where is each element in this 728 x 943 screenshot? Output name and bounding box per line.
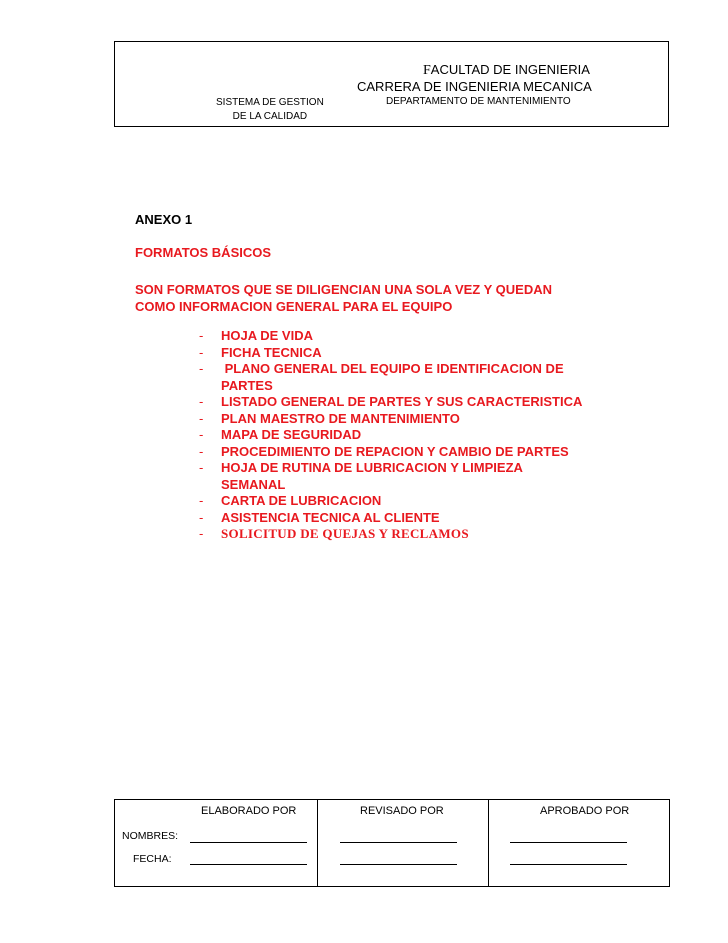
prepared-by-header: ELABORADO POR xyxy=(201,805,297,817)
approval-table xyxy=(114,799,670,887)
list-item: - PROCEDIMIENTO DE REPACION Y CAMBIO DE PARTES xyxy=(199,443,569,459)
approved-by-name-line[interactable] xyxy=(510,842,627,843)
approved-by-cell xyxy=(489,800,670,887)
list-item: - CARTA DE LUBRICACION xyxy=(199,493,382,508)
intro-paragraph: SON FORMATOS QUE SE DILIGENCIAN UNA SOLA VEZ Y QUEDAN COMO INFORMACION GENERAL PARA EL EQUIPO xyxy=(135,282,553,314)
quality-system-label: SISTEMA DE GESTION DE LA CALIDAD xyxy=(216,97,324,122)
list-item: - HOJA DE RUTINA DE LUBRICACION Y LIMPIEZA xyxy=(199,460,523,475)
list-item: - MAPA DE SEGURIDAD xyxy=(199,427,362,442)
annex-title: ANEXO 1 xyxy=(135,212,193,227)
names-label: NOMBRES: xyxy=(122,830,179,842)
approved-by-header: APROBADO POR xyxy=(540,805,630,817)
reviewed-by-header: REVISADO POR xyxy=(360,805,444,817)
reviewed-by-date-line[interactable] xyxy=(340,864,457,865)
list-item: - FICHA TECNICA xyxy=(199,344,322,360)
prepared-by-date-line[interactable] xyxy=(190,864,307,865)
list-item-continuation: SEMANAL xyxy=(221,476,286,492)
list-item: - ASISTENCIA TECNICA AL CLIENTE xyxy=(199,509,440,525)
list-item: - SOLICITUD DE QUEJAS Y RECLAMOS xyxy=(199,526,469,541)
reviewed-by-cell xyxy=(318,800,489,887)
list-item: - PLAN MAESTRO DE MANTENIMIENTO xyxy=(199,410,460,426)
section-title: FORMATOS BÁSICOS xyxy=(135,245,272,260)
faculty-title: FACULTAD DE INGENIERIA xyxy=(423,62,590,78)
prepared-by-cell xyxy=(115,800,318,887)
department-label: DEPARTAMENTO DE MANTENIMIENTO xyxy=(386,96,571,107)
career-title: CARRERA DE INGENIERIA MECANICA xyxy=(357,79,592,94)
list-item: - HOJA DE VIDA xyxy=(199,328,313,343)
reviewed-by-name-line[interactable] xyxy=(340,842,457,843)
list-item-continuation: PARTES xyxy=(221,377,273,393)
list-item: - LISTADO GENERAL DE PARTES Y SUS CARACTERISTICA xyxy=(199,394,583,409)
approved-by-date-line[interactable] xyxy=(510,864,627,865)
prepared-by-name-line[interactable] xyxy=(190,842,307,843)
date-label: FECHA: xyxy=(133,853,172,865)
formats-list xyxy=(199,328,582,543)
list-item: - PLANO GENERAL DEL EQUIPO E IDENTIFICACION DE xyxy=(199,361,564,376)
